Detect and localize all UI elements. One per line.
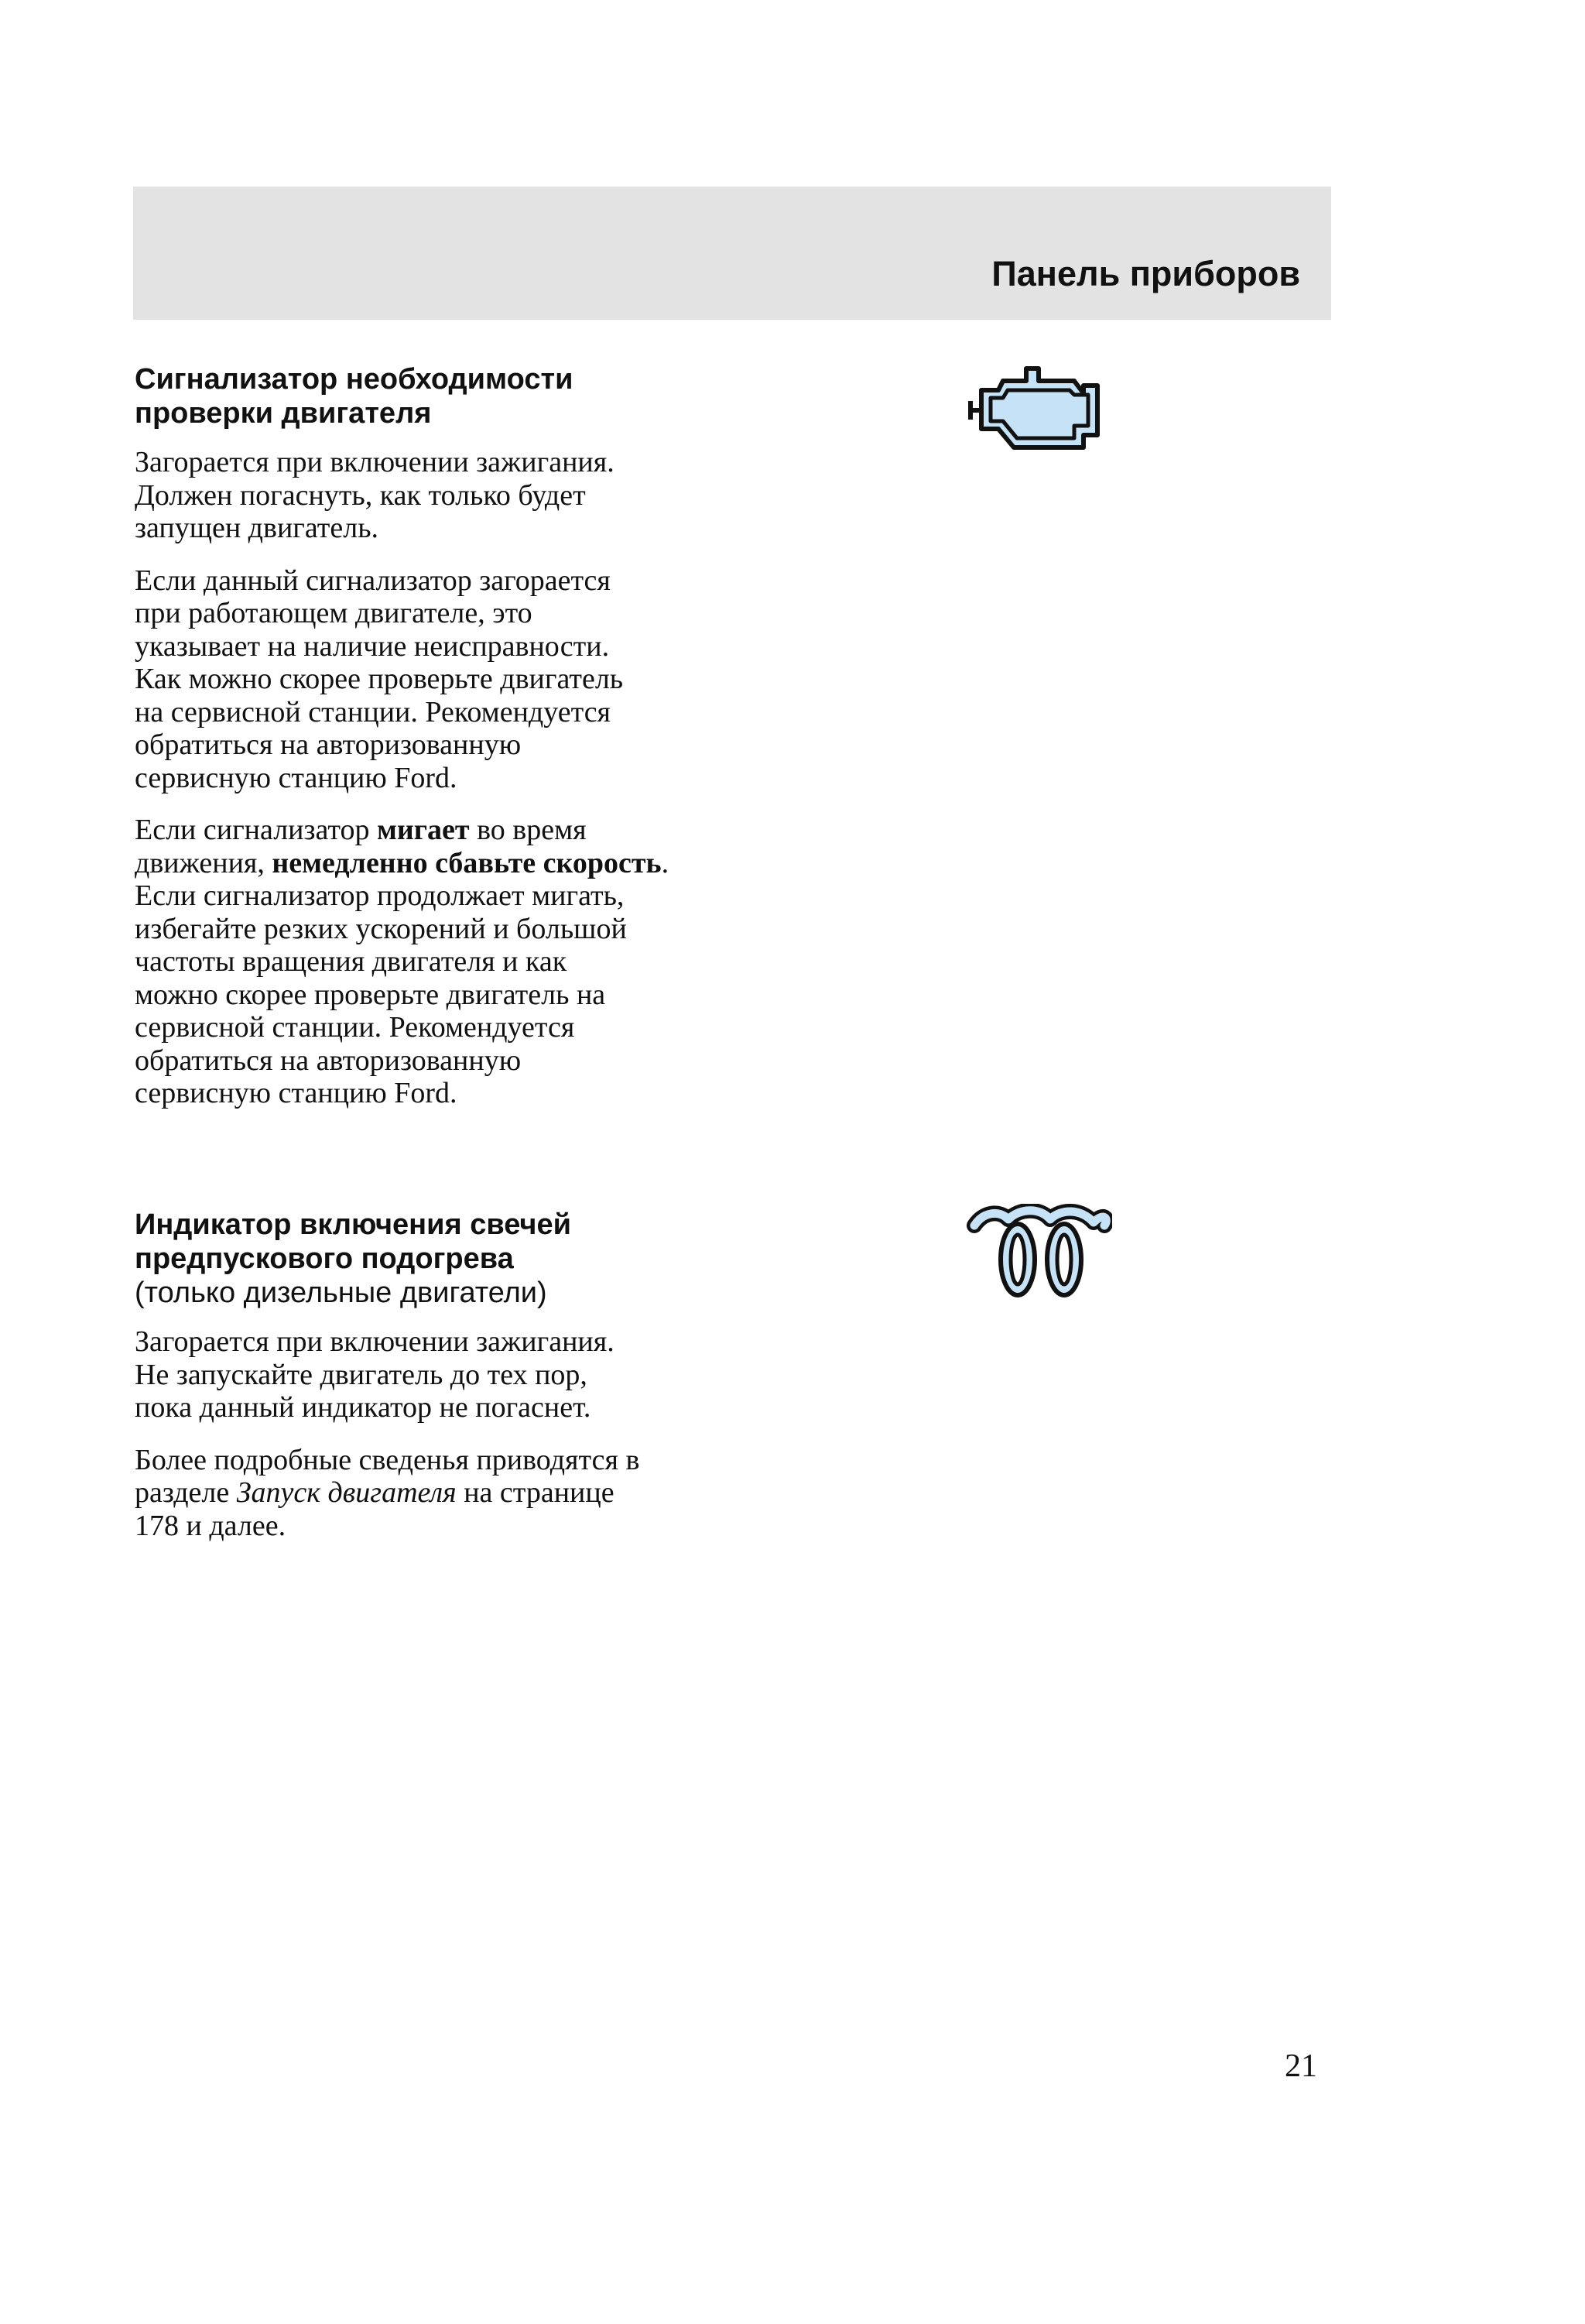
section-check-engine <box>135 362 738 1110</box>
text-line: частоты вращения двигателя и как <box>135 945 567 978</box>
check-engine-icon <box>967 358 1107 458</box>
heading-line: проверки двигателя <box>135 397 432 430</box>
section-glow-plug <box>135 1208 738 1542</box>
text-line: Как можно скорее проверьте двигатель <box>135 663 624 695</box>
text-line: Загорается при включении зажигания. <box>135 446 614 478</box>
text-line <box>135 814 738 847</box>
text-line: Не запускайте двигатель до тех пор, <box>135 1358 587 1391</box>
text-line: сервисную станцию Ford. <box>135 761 457 794</box>
text-line: запущен двигатель. <box>135 512 379 544</box>
text-run: Если сигнализатор <box>135 814 377 846</box>
text-line: Загорается при включении зажигания. <box>135 1325 614 1358</box>
text-line: обратиться на авторизованную <box>135 1044 522 1077</box>
text-run: разделе <box>135 1476 237 1509</box>
section-heading <box>135 1208 738 1276</box>
page-number: 21 <box>1285 2048 1317 2084</box>
text-line: обратиться на авторизованную <box>135 728 522 761</box>
heading-line: Сигнализатор необходимости <box>135 363 573 396</box>
text-line: пока данный индикатор не погаснет. <box>135 1391 591 1424</box>
text-line: Если данный сигнализатор загорается <box>135 564 611 597</box>
section-heading <box>135 362 738 430</box>
text-run: движения, <box>135 846 272 879</box>
section-subheading: (только дизельные двигатели) <box>135 1277 547 1309</box>
heading-line: предпускового подогрева <box>135 1243 514 1275</box>
text-line: Должен погаснуть, как только будет <box>135 478 586 512</box>
page-title: Панель приборов <box>991 254 1300 293</box>
text-line: избегайте резких ускорений и большой <box>135 912 627 945</box>
text-line <box>135 1476 738 1510</box>
paragraph <box>135 1325 738 1424</box>
text-line: при работающем двигателе, это <box>135 597 532 629</box>
paragraph <box>135 564 738 795</box>
text-run: во время <box>469 814 587 846</box>
text-line: Если сигнализатор продолжает мигать, <box>135 879 625 912</box>
text-run: на странице <box>456 1476 614 1509</box>
paragraph <box>135 446 738 545</box>
emphasis-bold: немедленно сбавьте скорость <box>272 846 662 879</box>
text-run: . <box>661 846 669 879</box>
text-line: сервисную станцию Ford. <box>135 1077 457 1109</box>
text-line: Более подробные сведенья приводятся в <box>135 1443 640 1476</box>
header-bar <box>133 187 1331 320</box>
text-line: сервисной станции. Рекомендуется <box>135 1011 575 1044</box>
glow-plug-icon <box>965 1204 1112 1304</box>
text-line: на сервисной станции. Рекомендуется <box>135 695 611 728</box>
emphasis-bold: мигает <box>377 814 470 846</box>
text-line <box>135 847 738 880</box>
paragraph <box>135 814 738 1110</box>
paragraph <box>135 1444 738 1543</box>
text-line: указывает на наличие неисправности. <box>135 629 610 663</box>
text-line: можно скорее проверьте двигатель на <box>135 978 606 1011</box>
emphasis-italic: Запуск двигателя <box>236 1476 457 1509</box>
heading-line: Индикатор включения свечей <box>135 1208 571 1241</box>
text-line: 178 и далее. <box>135 1509 286 1542</box>
